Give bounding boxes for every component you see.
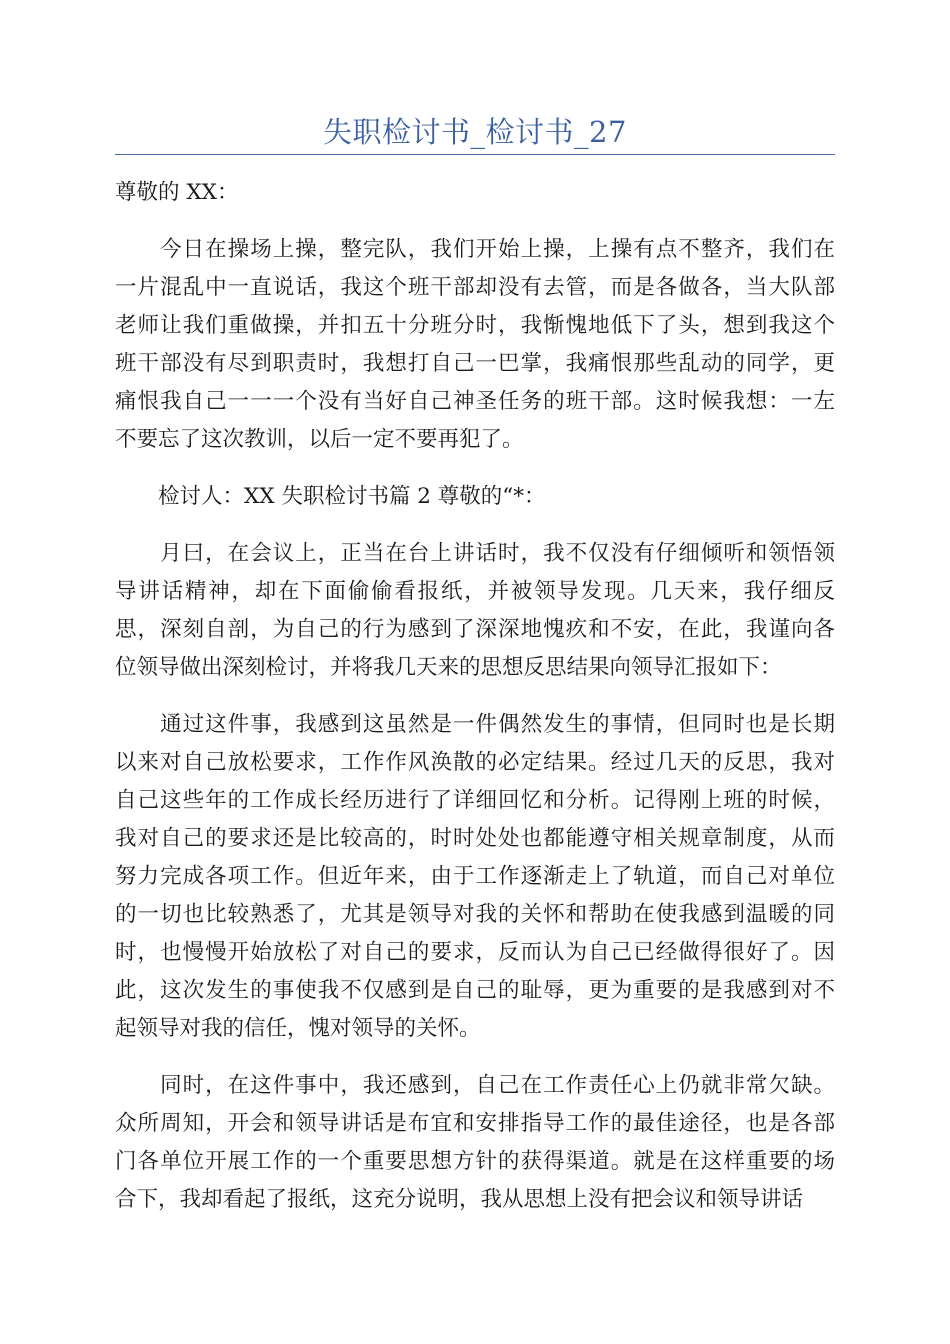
salutation: 尊敬的 XX： (115, 180, 239, 205)
paragraph-line: 起领导对我的信任，愧对领导的关怀。 (115, 1016, 481, 1041)
paragraph-line: 班干部没有尽到职责时，我想打自己一巴掌，我痛恨那些乱动的同学，更 (115, 351, 835, 376)
paragraph (115, 231, 835, 459)
paragraph-line: 一片混乱中一直说话，我这个班干部却没有去管，而是各做各，当大队部 (115, 275, 835, 300)
document-body (115, 174, 835, 1238)
paragraph-line: 我对自己的要求还是比较高的，时时处处也都能遵守相关规章制度，从而 (115, 826, 835, 851)
paragraph-line: 以来对自己放松要求，工作作风涣散的必定结果。经过几天的反思，我对 (115, 750, 835, 775)
paragraph-line: 同时，在这件事中，我还感到，自己在工作责任心上仍就非常欠缺。 (115, 1073, 835, 1098)
paragraph-line: 检讨人：XX 失职检讨书篇 2 尊敬的“*： (115, 484, 546, 509)
paragraph-line: 老师让我们重做操，并扣五十分班分时，我惭愧地低下了头，想到我这个 (115, 313, 835, 338)
paragraph-line: 时，也慢慢开始放松了对自己的要求，反而认为自己已经做得很好了。因 (115, 940, 835, 965)
paragraph-line: 思，深刻自剖，为自己的行为感到了深深地愧疚和不安，在此，我谨向各 (115, 617, 835, 642)
document-title: 失职检讨书_检讨书_27 (323, 115, 627, 149)
paragraph-line: 此，这次发生的事使我不仅感到是自己的耻辱，更为重要的是我感到对不 (115, 978, 835, 1003)
paragraph (115, 706, 835, 1048)
paragraph-line: 自己这些年的工作成长经历进行了详细回忆和分析。记得刚上班的时候， (115, 788, 835, 813)
paragraph-line: 合下，我却看起了报纸，这充分说明，我从思想上没有把会议和领导讲话 (115, 1187, 804, 1212)
paragraph-line: 门各单位开展工作的一个重要思想方针的获得渠道。就是在这样重要的场 (115, 1149, 835, 1174)
paragraph-line: 导讲话精神，却在下面偷偷看报纸，并被领导发现。几天来，我仔细反 (115, 579, 835, 604)
paragraph (115, 478, 835, 516)
paragraph-line: 众所周知，开会和领导讲话是布宜和安排指导工作的最佳途径，也是各部 (115, 1111, 835, 1136)
paragraph-line: 不要忘了这次教训，以后一定不要再犯了。 (115, 427, 524, 452)
paragraph-line: 痛恨我自己一一一个没有当好自己神圣任务的班干部。这时候我想：一左 (115, 389, 835, 414)
paragraph-line: 通过这件事，我感到这虽然是一件偶然发生的事情，但同时也是长期 (115, 712, 835, 737)
paragraph-list (115, 231, 835, 1219)
paragraph-line: 月曰，在会议上，正当在台上讲话时，我不仅没有仔细倾听和领悟领 (115, 541, 835, 566)
title-underline (115, 154, 835, 155)
paragraph-line: 努力完成各项工作。但近年来，由于工作逐渐走上了轨道，而自己对单位 (115, 864, 835, 889)
paragraph-line: 位领导做出深刻检讨，并将我几天来的思想反思结果向领导汇报如下： (115, 655, 782, 680)
paragraph-line: 的一切也比较熟悉了，尤其是领导对我的关怀和帮助在使我感到温暖的同 (115, 902, 835, 927)
paragraph (115, 1067, 835, 1219)
paragraph (115, 535, 835, 687)
paragraph-line: 今日在操场上操，整完队，我们开始上操，上操有点不整齐，我们在 (115, 237, 835, 262)
